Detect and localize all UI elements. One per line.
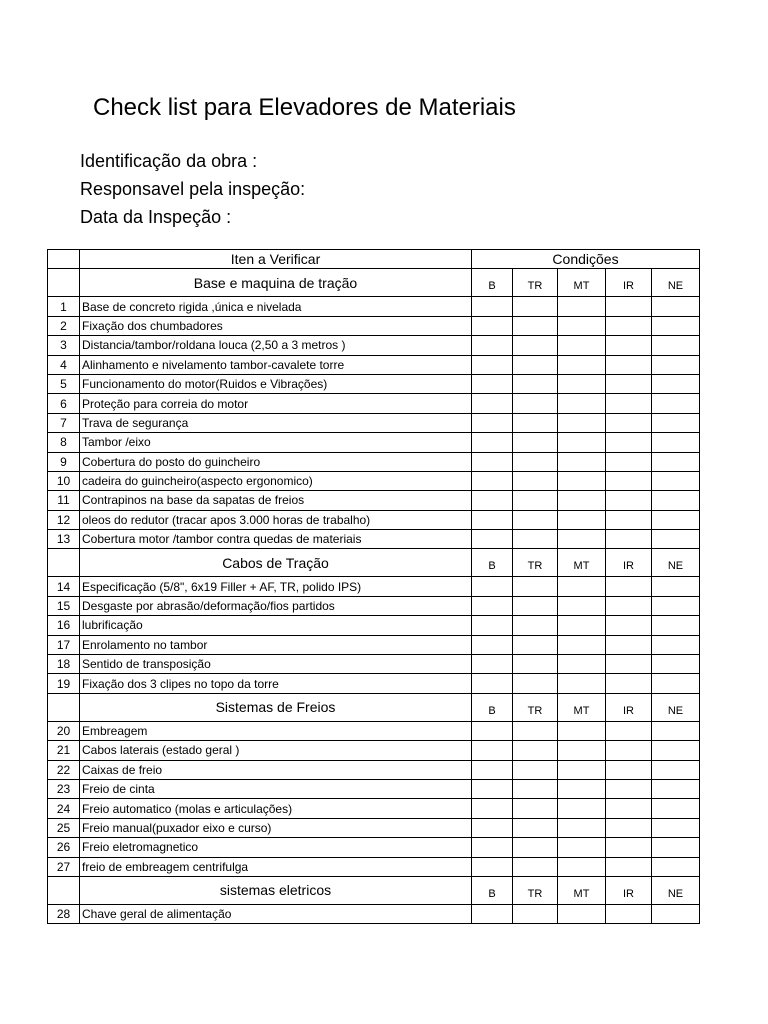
condition-code-ne: NE [652, 549, 700, 577]
condition-cell-b[interactable] [472, 721, 513, 740]
item-description: Freio de cinta [80, 779, 472, 798]
condition-code-tr: TR [513, 269, 558, 297]
condition-cell-b[interactable] [472, 674, 513, 693]
condition-cell-tr[interactable] [513, 413, 558, 432]
condition-code-ne: NE [652, 269, 700, 297]
item-description: Freio eletromagnetico [80, 838, 472, 857]
item-description: Enrolamento no tambor [80, 635, 472, 654]
condition-cell-mt[interactable] [558, 577, 606, 596]
item-description: Embreagem [80, 721, 472, 740]
item-number: 26 [48, 838, 80, 857]
condition-cell-ir[interactable] [606, 355, 652, 374]
condition-cell-ir[interactable] [606, 596, 652, 615]
condition-cell-tr[interactable] [513, 779, 558, 798]
condition-cell-ne[interactable] [652, 491, 700, 510]
condition-cell-b[interactable] [472, 760, 513, 779]
condition-cell-b[interactable] [472, 655, 513, 674]
condition-cell-tr[interactable] [513, 510, 558, 529]
item-number: 22 [48, 760, 80, 779]
item-description: Freio manual(puxador eixo e curso) [80, 818, 472, 837]
condition-cell-ir[interactable] [606, 510, 652, 529]
condition-cell-b[interactable] [472, 779, 513, 798]
condition-cell-b[interactable] [472, 355, 513, 374]
table-row [48, 857, 700, 876]
table-row [48, 616, 700, 635]
info-line-responsavel: Responsavel pela inspeção: [80, 179, 306, 199]
condition-cell-mt[interactable] [558, 491, 606, 510]
condition-cell-mt[interactable] [558, 596, 606, 615]
condition-cell-ne[interactable] [652, 799, 700, 818]
condition-cell-mt[interactable] [558, 674, 606, 693]
condition-cell-mt[interactable] [558, 818, 606, 837]
condition-cell-b[interactable] [472, 616, 513, 635]
condition-cell-mt[interactable] [558, 297, 606, 316]
condition-cell-b[interactable] [472, 799, 513, 818]
condition-cell-ne[interactable] [652, 316, 700, 335]
condition-cell-mt[interactable] [558, 452, 606, 471]
condition-cell-mt[interactable] [558, 779, 606, 798]
item-number: 23 [48, 779, 80, 798]
condition-cell-mt[interactable] [558, 616, 606, 635]
table-row [48, 297, 700, 316]
table-row [48, 355, 700, 374]
item-number: 13 [48, 530, 80, 549]
condition-cell-ir[interactable] [606, 635, 652, 654]
condition-code-ir: IR [606, 549, 652, 577]
condition-cell-tr[interactable] [513, 374, 558, 393]
condition-code-b: B [472, 269, 513, 297]
condition-code-ir: IR [606, 876, 652, 904]
item-description: Base de concreto rigida ,única e nivelada [80, 297, 472, 316]
condition-cell-mt[interactable] [558, 355, 606, 374]
table-row [48, 741, 700, 760]
condition-cell-ir[interactable] [606, 530, 652, 549]
condition-cell-ir[interactable] [606, 616, 652, 635]
item-number: 25 [48, 818, 80, 837]
condition-cell-mt[interactable] [558, 413, 606, 432]
item-number: 17 [48, 635, 80, 654]
info-line-data: Data da Inspeção : [80, 207, 232, 227]
item-number: 1 [48, 297, 80, 316]
condition-column-header: Condições [472, 250, 700, 269]
item-number: 16 [48, 616, 80, 635]
document-title: Check list para Elevadores de Materiais [93, 94, 516, 121]
condition-cell-mt[interactable] [558, 510, 606, 529]
condition-cell-tr[interactable] [513, 433, 558, 452]
item-number: 20 [48, 721, 80, 740]
condition-cell-tr[interactable] [513, 471, 558, 490]
condition-code-ne: NE [652, 693, 700, 721]
item-description: Cobertura do posto do guincheiro [80, 452, 472, 471]
condition-cell-b[interactable] [472, 530, 513, 549]
condition-cell-ir[interactable] [606, 779, 652, 798]
item-number: 10 [48, 471, 80, 490]
condition-cell-mt[interactable] [558, 760, 606, 779]
item-number: 8 [48, 433, 80, 452]
condition-cell-tr[interactable] [513, 452, 558, 471]
condition-cell-ir[interactable] [606, 336, 652, 355]
condition-cell-ir[interactable] [606, 655, 652, 674]
condition-cell-tr[interactable] [513, 904, 558, 923]
item-number: 12 [48, 510, 80, 529]
condition-code-tr: TR [513, 693, 558, 721]
table-row [48, 596, 700, 615]
condition-cell-tr[interactable] [513, 355, 558, 374]
condition-cell-tr[interactable] [513, 741, 558, 760]
item-number: 27 [48, 857, 80, 876]
condition-cell-tr[interactable] [513, 394, 558, 413]
condition-cell-ir[interactable] [606, 297, 652, 316]
condition-code-mt: MT [558, 549, 606, 577]
item-number: 9 [48, 452, 80, 471]
condition-cell-b[interactable] [472, 635, 513, 654]
condition-cell-b[interactable] [472, 394, 513, 413]
item-number: 28 [48, 904, 80, 923]
item-description: Freio automatico (molas e articulações) [80, 799, 472, 818]
condition-cell-b[interactable] [472, 510, 513, 529]
condition-cell-ir[interactable] [606, 721, 652, 740]
condition-code-ir: IR [606, 269, 652, 297]
condition-cell-ne[interactable] [652, 760, 700, 779]
section-header-row [48, 549, 700, 577]
condition-cell-ir[interactable] [606, 394, 652, 413]
condition-cell-ir[interactable] [606, 741, 652, 760]
condition-cell-b[interactable] [472, 452, 513, 471]
condition-cell-b[interactable] [472, 857, 513, 876]
condition-cell-b[interactable] [472, 413, 513, 432]
info-line-obra: Identificação da obra : [80, 151, 258, 171]
condition-cell-mt[interactable] [558, 655, 606, 674]
condition-cell-mt[interactable] [558, 904, 606, 923]
condition-code-ne: NE [652, 876, 700, 904]
table-row [48, 316, 700, 335]
table-row [48, 635, 700, 654]
section-number-cell [48, 876, 80, 904]
condition-cell-ne[interactable] [652, 413, 700, 432]
condition-cell-mt[interactable] [558, 838, 606, 857]
condition-cell-tr[interactable] [513, 721, 558, 740]
section-title: Base e maquina de tração [80, 269, 472, 297]
item-number: 21 [48, 741, 80, 760]
table-row [48, 374, 700, 393]
item-number: 14 [48, 577, 80, 596]
table-row [48, 818, 700, 837]
condition-cell-tr[interactable] [513, 818, 558, 837]
item-description: Cobertura motor /tambor contra quedas de materiais [80, 530, 472, 549]
condition-cell-ne[interactable] [652, 355, 700, 374]
condition-cell-ir[interactable] [606, 818, 652, 837]
section-title: sistemas eletricos [80, 876, 472, 904]
condition-cell-mt[interactable] [558, 471, 606, 490]
condition-cell-ir[interactable] [606, 433, 652, 452]
condition-cell-b[interactable] [472, 374, 513, 393]
section-number-cell [48, 269, 80, 297]
item-number: 11 [48, 491, 80, 510]
item-number: 18 [48, 655, 80, 674]
condition-code-b: B [472, 876, 513, 904]
item-description: Desgaste por abrasão/deformação/fios partidos [80, 596, 472, 615]
table-row [48, 530, 700, 549]
condition-cell-ir[interactable] [606, 491, 652, 510]
condition-cell-mt[interactable] [558, 433, 606, 452]
checklist-table [47, 249, 700, 924]
condition-cell-ir[interactable] [606, 857, 652, 876]
condition-cell-b[interactable] [472, 471, 513, 490]
item-description: Alinhamento e nivelamento tambor-cavalete torre [80, 355, 472, 374]
section-title: Sistemas de Freios [80, 693, 472, 721]
item-number: 6 [48, 394, 80, 413]
table-row [48, 577, 700, 596]
header-number-cell [48, 250, 80, 269]
condition-cell-tr[interactable] [513, 857, 558, 876]
item-description: Fixação dos 3 clipes no topo da torre [80, 674, 472, 693]
condition-cell-tr[interactable] [513, 655, 558, 674]
condition-cell-b[interactable] [472, 577, 513, 596]
item-number: 19 [48, 674, 80, 693]
condition-cell-tr[interactable] [513, 336, 558, 355]
condition-cell-tr[interactable] [513, 577, 558, 596]
condition-cell-ir[interactable] [606, 316, 652, 335]
condition-cell-ne[interactable] [652, 433, 700, 452]
condition-cell-ne[interactable] [652, 741, 700, 760]
condition-cell-b[interactable] [472, 433, 513, 452]
condition-cell-mt[interactable] [558, 741, 606, 760]
table-row [48, 838, 700, 857]
condition-code-tr: TR [513, 876, 558, 904]
condition-cell-ne[interactable] [652, 530, 700, 549]
condition-cell-mt[interactable] [558, 857, 606, 876]
condition-code-mt: MT [558, 269, 606, 297]
condition-cell-ir[interactable] [606, 413, 652, 432]
condition-cell-ne[interactable] [652, 635, 700, 654]
condition-cell-b[interactable] [472, 904, 513, 923]
condition-cell-ir[interactable] [606, 838, 652, 857]
table-header-row [48, 250, 700, 269]
item-description: Contrapinos na base da sapatas de freios [80, 491, 472, 510]
item-description: Especificação (5/8", 6x19 Filler + AF, TR, polido IPS) [80, 577, 472, 596]
table-row [48, 760, 700, 779]
section-number-cell [48, 693, 80, 721]
item-number: 3 [48, 336, 80, 355]
condition-cell-ne[interactable] [652, 510, 700, 529]
condition-cell-tr[interactable] [513, 838, 558, 857]
condition-cell-b[interactable] [472, 838, 513, 857]
condition-cell-ne[interactable] [652, 838, 700, 857]
condition-cell-tr[interactable] [513, 491, 558, 510]
condition-cell-ne[interactable] [652, 857, 700, 876]
section-header-row [48, 693, 700, 721]
item-description: Tambor /eixo [80, 433, 472, 452]
condition-cell-ne[interactable] [652, 818, 700, 837]
section-title: Cabos de Tração [80, 549, 472, 577]
condition-cell-ir[interactable] [606, 799, 652, 818]
condition-cell-ne[interactable] [652, 655, 700, 674]
condition-cell-ne[interactable] [652, 471, 700, 490]
condition-code-b: B [472, 549, 513, 577]
table-row [48, 452, 700, 471]
condition-cell-tr[interactable] [513, 760, 558, 779]
condition-cell-ne[interactable] [652, 452, 700, 471]
condition-cell-b[interactable] [472, 596, 513, 615]
condition-cell-ir[interactable] [606, 374, 652, 393]
condition-cell-tr[interactable] [513, 616, 558, 635]
condition-cell-ne[interactable] [652, 779, 700, 798]
condition-cell-ne[interactable] [652, 374, 700, 393]
condition-cell-ne[interactable] [652, 904, 700, 923]
item-description: Funcionamento do motor(Ruidos e Vibrações) [80, 374, 472, 393]
condition-cell-mt[interactable] [558, 799, 606, 818]
section-number-cell [48, 549, 80, 577]
condition-cell-ne[interactable] [652, 577, 700, 596]
item-description: Sentido de transposição [80, 655, 472, 674]
condition-cell-ne[interactable] [652, 297, 700, 316]
condition-cell-tr[interactable] [513, 596, 558, 615]
condition-cell-tr[interactable] [513, 799, 558, 818]
condition-cell-ne[interactable] [652, 596, 700, 615]
condition-cell-b[interactable] [472, 491, 513, 510]
condition-cell-ir[interactable] [606, 674, 652, 693]
item-description: Cabos laterais (estado geral ) [80, 741, 472, 760]
condition-cell-b[interactable] [472, 316, 513, 335]
item-number: 2 [48, 316, 80, 335]
item-description: Caixas de freio [80, 760, 472, 779]
condition-cell-tr[interactable] [513, 530, 558, 549]
condition-cell-mt[interactable] [558, 336, 606, 355]
condition-cell-mt[interactable] [558, 721, 606, 740]
condition-cell-b[interactable] [472, 741, 513, 760]
item-description: Distancia/tambor/roldana louca (2,50 a 3 metros ) [80, 336, 472, 355]
condition-code-mt: MT [558, 876, 606, 904]
condition-cell-ir[interactable] [606, 577, 652, 596]
condition-cell-ne[interactable] [652, 616, 700, 635]
condition-cell-ir[interactable] [606, 471, 652, 490]
table-row [48, 471, 700, 490]
table-row [48, 394, 700, 413]
condition-cell-b[interactable] [472, 297, 513, 316]
condition-cell-ne[interactable] [652, 336, 700, 355]
condition-cell-ir[interactable] [606, 760, 652, 779]
item-description: Proteção para correia do motor [80, 394, 472, 413]
item-description: Fixação dos chumbadores [80, 316, 472, 335]
condition-code-b: B [472, 693, 513, 721]
item-description: Chave geral de alimentação [80, 904, 472, 923]
item-number: 7 [48, 413, 80, 432]
table-row [48, 510, 700, 529]
table-row [48, 904, 700, 923]
condition-code-ir: IR [606, 693, 652, 721]
item-column-header: Iten a Verificar [80, 250, 472, 269]
table-row [48, 799, 700, 818]
condition-cell-mt[interactable] [558, 530, 606, 549]
condition-cell-tr[interactable] [513, 674, 558, 693]
condition-cell-b[interactable] [472, 336, 513, 355]
condition-cell-ne[interactable] [652, 674, 700, 693]
condition-code-tr: TR [513, 549, 558, 577]
table-row [48, 655, 700, 674]
item-description: oleos do redutor (tracar apos 3.000 horas de trabalho) [80, 510, 472, 529]
item-description: cadeira do guincheiro(aspecto ergonomico) [80, 471, 472, 490]
item-number: 15 [48, 596, 80, 615]
item-description: lubrificação [80, 616, 472, 635]
condition-cell-ne[interactable] [652, 721, 700, 740]
condition-cell-mt[interactable] [558, 635, 606, 654]
table-row [48, 674, 700, 693]
condition-cell-ne[interactable] [652, 394, 700, 413]
table-row [48, 413, 700, 432]
item-description: Trava de segurança [80, 413, 472, 432]
table-row [48, 491, 700, 510]
condition-cell-mt[interactable] [558, 374, 606, 393]
condition-cell-ir[interactable] [606, 452, 652, 471]
condition-cell-mt[interactable] [558, 394, 606, 413]
section-header-row [48, 269, 700, 297]
condition-cell-tr[interactable] [513, 635, 558, 654]
condition-cell-b[interactable] [472, 818, 513, 837]
condition-cell-tr[interactable] [513, 316, 558, 335]
table-row [48, 721, 700, 740]
item-number: 24 [48, 799, 80, 818]
condition-cell-ir[interactable] [606, 904, 652, 923]
condition-cell-tr[interactable] [513, 297, 558, 316]
item-description: freio de embreagem centrifulga [80, 857, 472, 876]
table-row [48, 336, 700, 355]
table-row [48, 779, 700, 798]
table-row [48, 433, 700, 452]
item-number: 4 [48, 355, 80, 374]
section-header-row [48, 876, 700, 904]
condition-code-mt: MT [558, 693, 606, 721]
item-number: 5 [48, 374, 80, 393]
condition-cell-mt[interactable] [558, 316, 606, 335]
